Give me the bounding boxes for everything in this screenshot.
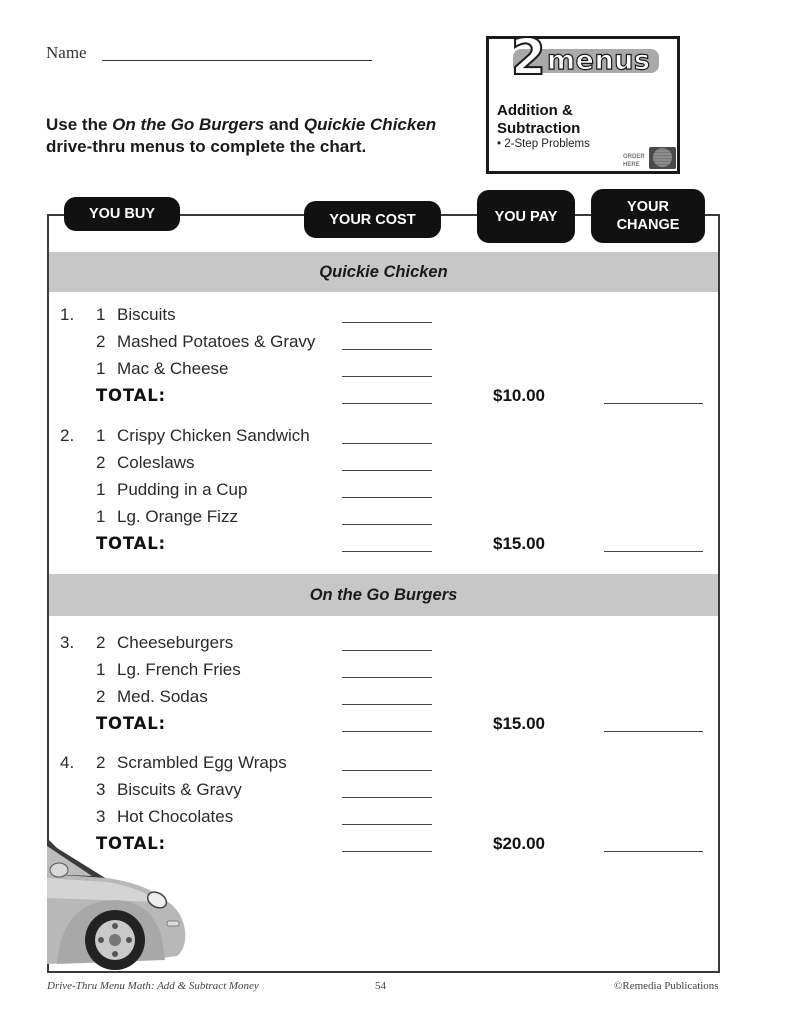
cost-answer-blank[interactable]: [342, 470, 432, 471]
item-qty: 1: [96, 359, 106, 378]
item-name: Med. Sodas: [117, 687, 208, 706]
topic-badge: [486, 28, 680, 174]
menu-name-burgers: On the Go Burgers: [112, 115, 265, 134]
item-name: Scrambled Egg Wraps: [117, 753, 287, 772]
instructions-text: drive-thru menus to complete the chart.: [46, 137, 367, 156]
item-qty: 3: [96, 780, 106, 799]
footer-copyright: ©Remedia Publications: [614, 980, 719, 992]
total-cost-blank[interactable]: [342, 851, 432, 852]
total-label: TOTAL:: [96, 534, 166, 553]
page-number: 54: [375, 980, 386, 992]
you-pay-amount: $15.00: [493, 714, 545, 733]
cost-answer-blank[interactable]: [342, 797, 432, 798]
you-pay-amount: $10.00: [493, 386, 545, 405]
cost-answer-blank[interactable]: [342, 704, 432, 705]
you-pay-amount: $15.00: [493, 534, 545, 553]
item-qty: 2: [96, 332, 106, 351]
item-name: Biscuits & Gravy: [117, 780, 242, 799]
menu-name-chicken: Quickie Chicken: [303, 115, 437, 134]
item-name: Pudding in a Cup: [117, 480, 248, 499]
badge-title-line: Addition &: [497, 102, 573, 119]
car-icon: [47, 838, 192, 973]
instructions-text: and: [264, 115, 304, 134]
column-header-you-pay: YOU PAY: [477, 190, 575, 243]
order-label-line: ORDER: [623, 154, 645, 160]
total-label: TOTAL:: [96, 714, 166, 733]
column-header-you-buy: YOU BUY: [64, 197, 180, 231]
order-here-label: [623, 153, 645, 169]
item-qty: 3: [96, 807, 106, 826]
problem-number: 4.: [60, 753, 75, 772]
item-name: Lg. Orange Fizz: [117, 507, 238, 526]
badge-subtitle: • 2-Step Problems: [497, 138, 590, 150]
item-qty: 2: [96, 453, 106, 472]
item-qty: 1: [96, 426, 106, 445]
cost-answer-blank[interactable]: [342, 770, 432, 771]
problem-number: 1.: [60, 305, 75, 324]
badge-title-line: Subtraction: [497, 120, 581, 137]
change-answer-blank[interactable]: [604, 551, 703, 552]
problem-number: 3.: [60, 633, 75, 652]
cost-answer-blank[interactable]: [342, 349, 432, 350]
item-name: Lg. French Fries: [117, 660, 241, 679]
instructions-text: Use the: [46, 115, 113, 134]
footer-book-title: Drive-Thru Menu Math: Add & Subtract Money: [47, 980, 259, 992]
item-qty: 1: [96, 480, 106, 499]
cost-answer-blank[interactable]: [342, 650, 432, 651]
column-header-your-change: [591, 189, 705, 243]
item-name: Cheeseburgers: [117, 633, 234, 652]
total-label: TOTAL:: [96, 386, 166, 405]
total-label: TOTAL:: [96, 834, 166, 853]
cost-answer-blank[interactable]: [342, 524, 432, 525]
item-name: Mashed Potatoes & Gravy: [117, 332, 316, 351]
item-qty: 1: [96, 660, 106, 679]
item-qty: 1: [96, 507, 106, 526]
item-name: Biscuits: [117, 305, 176, 324]
section-header-quickie-chicken: Quickie Chicken: [49, 252, 718, 292]
cost-answer-blank[interactable]: [342, 322, 432, 323]
badge-word: menus: [547, 45, 651, 76]
item-name: Coleslaws: [117, 453, 195, 472]
item-name: Hot Chocolates: [117, 807, 234, 826]
item-name: Crispy Chicken Sandwich: [117, 426, 310, 445]
cost-answer-blank[interactable]: [342, 376, 432, 377]
name-input-line[interactable]: [102, 60, 372, 61]
total-cost-blank[interactable]: [342, 551, 432, 552]
change-answer-blank[interactable]: [604, 731, 703, 732]
total-cost-blank[interactable]: [342, 731, 432, 732]
cost-answer-blank[interactable]: [342, 824, 432, 825]
item-qty: 2: [96, 687, 106, 706]
change-answer-blank[interactable]: [604, 851, 703, 852]
change-answer-blank[interactable]: [604, 403, 703, 404]
total-cost-blank[interactable]: [342, 403, 432, 404]
item-qty: 2: [96, 753, 106, 772]
you-pay-amount: $20.00: [493, 834, 545, 853]
instructions: [46, 114, 476, 158]
problem-number: 2.: [60, 426, 75, 445]
badge-number: 2: [511, 28, 546, 86]
item-name: Mac & Cheese: [117, 359, 229, 378]
item-qty: 1: [96, 305, 106, 324]
speaker-grille-icon: [649, 147, 676, 169]
column-header-line: CHANGE: [616, 217, 680, 233]
section-header-on-the-go-burgers: On the Go Burgers: [49, 574, 718, 616]
item-qty: 2: [96, 633, 106, 652]
cost-answer-blank[interactable]: [342, 677, 432, 678]
name-label: Name: [46, 43, 87, 62]
column-header-your-cost: YOUR COST: [304, 201, 441, 238]
cost-answer-blank[interactable]: [342, 443, 432, 444]
column-header-line: YOUR: [627, 199, 669, 215]
cost-answer-blank[interactable]: [342, 497, 432, 498]
badge-title: [497, 102, 580, 138]
order-label-line: HERE: [623, 162, 640, 168]
